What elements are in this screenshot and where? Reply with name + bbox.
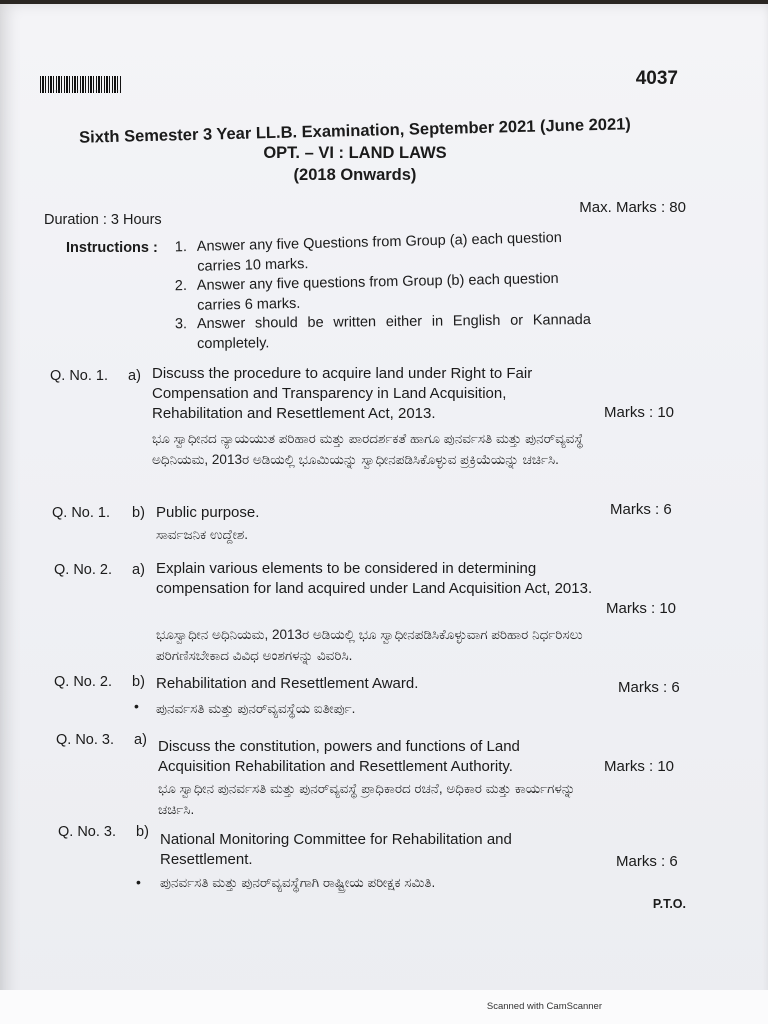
instruction-number: 3. — [174, 316, 188, 333]
scanner-footer-strip — [0, 990, 768, 1024]
instruction-number: 1. — [174, 239, 188, 256]
question-part: b) — [132, 674, 145, 690]
bullet-dot: • — [136, 874, 141, 890]
question-number: Q. No. 3. — [58, 824, 117, 840]
barcode — [40, 76, 122, 93]
question-text-kannada: ಭೂಸ್ವಾಧೀನ ಅಧಿನಿಯಮ, 2013ರ ಅಡಿಯಲ್ಲಿ ಭೂ ಸ್ವಾಧೀನಪಡಿಸಿಕೊಳ್ಳುವಾಗ ಪರಿಹಾರ ನಿರ್ಧರಿಸಲು ಪರಿಗಣಿಸಬೇಕಾದ ವಿವಿಧ ಅಂಶಗಳನ್ನು ವಿವರಿಸಿ. — [156, 627, 583, 663]
instruction-text: Answer any five questions from Group (b) each question carries 6 marks. — [196, 270, 559, 314]
paper-code: 4037 — [635, 68, 678, 89]
question-marks: Marks : 6 — [616, 853, 678, 870]
question-text: Discuss the constitution, powers and functions of Land Acquisition Rehabilitation and Resettlement Authority. — [158, 738, 520, 775]
instruction-item — [174, 268, 592, 316]
instruction-item — [174, 310, 591, 354]
subject-title: OPT. – VI : LAND LAWS — [263, 144, 447, 162]
question-part: a) — [132, 562, 145, 578]
question-text-kannada: ಸಾರ್ವಜನಿಕ ಉದ್ದೇಶ. — [156, 527, 249, 542]
question-marks: Marks : 10 — [604, 758, 675, 775]
question-marks: Marks : 10 — [604, 404, 675, 421]
question-paper-sheet — [0, 4, 768, 1024]
question-part: b) — [132, 505, 145, 521]
max-marks: Max. Marks : 80 — [579, 199, 686, 216]
question-marks: Marks : 6 — [610, 501, 672, 518]
question-part: a) — [128, 368, 141, 384]
scheme-year: (2018 Onwards) — [293, 166, 417, 184]
question-marks: Marks : 10 — [606, 600, 677, 617]
question-number: Q. No. 1. — [50, 368, 109, 384]
instruction-number: 2. — [174, 277, 188, 295]
scanner-watermark: Scanned with CamScanner — [486, 1001, 602, 1012]
question-text: Rehabilitation and Resettlement Award. — [156, 675, 419, 692]
question-text-kannada: ಪುನರ್ವಸತಿ ಮತ್ತು ಪುನರ್‌ವ್ಯವಸ್ಥೆಗಾಗಿ ರಾಷ್ಟ್ರೀಯ ಪರೀಕ್ಷಕ ಸಮಿತಿ. — [160, 875, 436, 890]
question-number: Q. No. 2. — [54, 562, 113, 578]
instruction-text: Answer should be written either in English or Kannada completely. — [196, 311, 591, 353]
duration: Duration : 3 Hours — [44, 212, 162, 228]
question-number: Q. No. 1. — [52, 505, 111, 521]
question-text: Public purpose. — [156, 504, 260, 521]
question-text-kannada: ಭೂ ಸ್ವಾಧೀನ ಪುನರ್ವಸತಿ ಮತ್ತು ಪುನರ್‌ವ್ಯವಸ್ಥೆ ಪ್ರಾಧಿಕಾರದ ರಚನೆ, ಅಧಿಕಾರ ಮತ್ತು ಕಾರ್ಯಗಳನ್ನು ಚರ್ಚಿಸಿ. — [158, 781, 576, 817]
question-part: b) — [136, 824, 149, 840]
question-text-kannada: ಭೂ ಸ್ವಾಧೀನದ ನ್ಯಾಯಯುತ ಪರಿಹಾರ ಮತ್ತು ಪಾರದರ್ಶಕತೆ ಹಾಗೂ ಪುನರ್ವಸತಿ ಮತ್ತು ಪುನರ್‌ವ್ಯವಸ್ಥೆ ಅಧಿನಿಯಮ, 2013ರ ಅಡಿಯಲ್ಲಿ ಭೂಮಿಯನ್ನು ಸ್ವಾಧೀನಪಡಿಸಿಕೊಳ್ಳುವ ಪ್ರಕ್ರಿಯೆಯನ್ನು ಚರ್ಚಿಸಿ. — [152, 431, 584, 467]
pto-note: P.T.O. — [652, 897, 686, 911]
question-number: Q. No. 2. — [54, 674, 113, 690]
question-text: National Monitoring Committee for Rehabilitation and Resettlement. — [160, 831, 512, 868]
bullet-dot: • — [134, 698, 139, 714]
question-text: Discuss the procedure to acquire land under Right to Fair Compensation and Transparency in Land Acquisition, Rehabilitation and Resettlement Act, 2013. — [152, 365, 533, 422]
question-marks: Marks : 6 — [618, 679, 680, 696]
instructions-label: Instructions : — [66, 240, 158, 256]
question-number: Q. No. 3. — [56, 732, 115, 748]
exam-title: Sixth Semester 3 Year LL.B. Examination, September 2021 (June 2021) — [78, 115, 632, 147]
question-text-kannada: ಪುನರ್ವಸತಿ ಮತ್ತು ಪುನರ್‌ವ್ಯವಸ್ಥೆಯ ಐತೀರ್ಪು. — [156, 701, 356, 716]
instruction-text: Answer any five Questions from Group (a) each question carries 10 marks. — [196, 229, 562, 275]
question-text: Explain various elements to be considered in determining compensation for land acquired under Land Acquisition Act, 2013. — [156, 560, 593, 597]
question-part: a) — [134, 732, 147, 748]
